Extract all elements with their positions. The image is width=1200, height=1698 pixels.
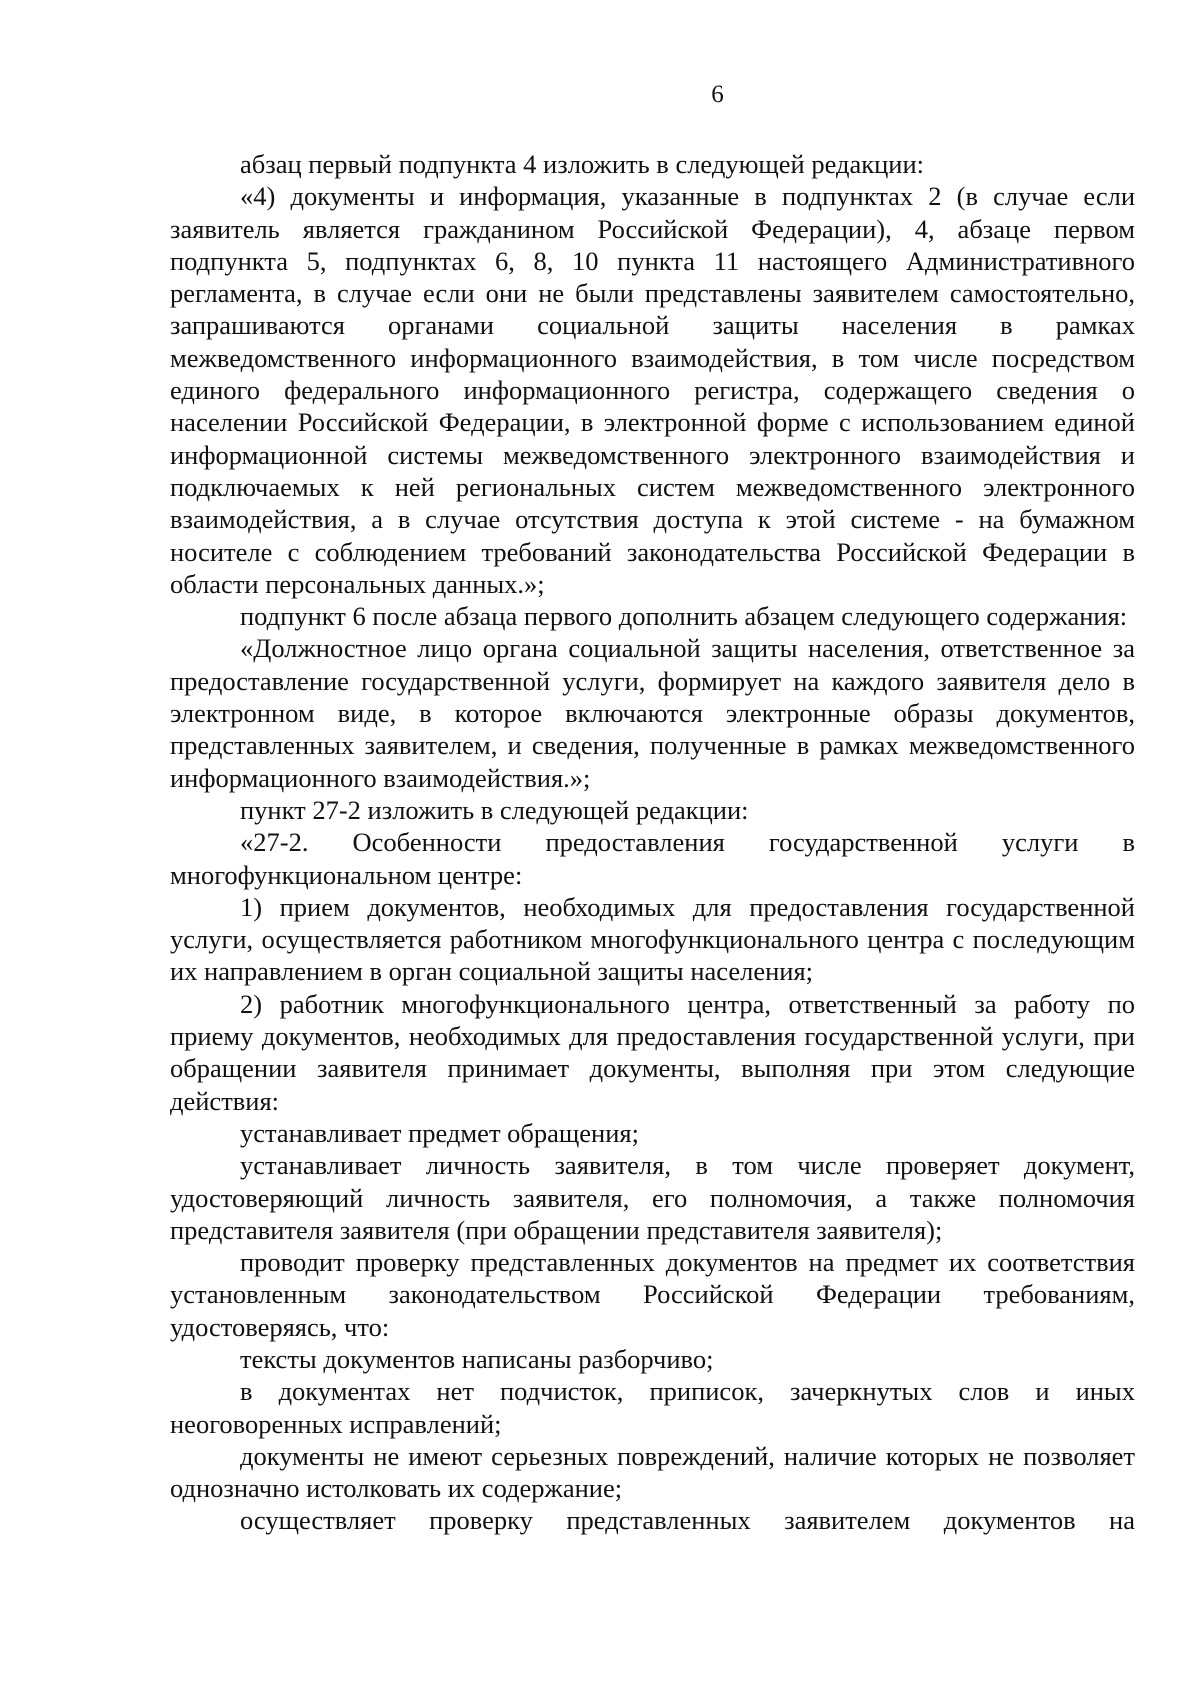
page-number: 6: [711, 81, 724, 108]
paragraph-15: осуществляет проверку представленных заявителем документов на: [240, 1505, 1135, 1536]
paragraph-11: проводит проверку представленных документов на предмет их соответствия установленным законодательством Российской Федерации требованиям, удостоверяясь, что:: [170, 1247, 1135, 1342]
paragraph-7: 1) прием документов, необходимых для предоставления государственной услуги, осуществляется работником многофункционального центра с последующим их направлением в орган социальной защиты населения;: [170, 891, 1135, 987]
paragraph-5: пункт 27-2 изложить в следующей редакции:: [240, 794, 749, 825]
paragraph-8: 2) работник многофункционального центра, ответственный за работу по приему документов, необходимых для предоставления государственной услуги, при обращении заявителя принимает документы, выполняя при этом следующие действия:: [170, 988, 1135, 1116]
paragraph-4: «Должностное лицо органа социальной защиты населения, ответственное за предоставление государственной услуги, формирует на каждого заявителя дело в электронном виде, в которое включаются электронные образы документов, представленных заявителем, и сведения, полученные в рамках межведомственного информационного взаимодействия.»;: [170, 633, 1135, 793]
paragraph-9: устанавливает предмет обращения;: [240, 1117, 639, 1148]
paragraph-6: «27-2. Особенности предоставления государственной услуги в многофункциональном центре:: [170, 827, 1135, 890]
document-body: [170, 148, 1135, 1537]
paragraph-10: устанавливает личность заявителя, в том числе проверяет документ, удостоверяющий личность заявителя, его полномочия, а также полномочия представителя заявителя (при обращении представителя заявителя);: [170, 1150, 1135, 1245]
paragraph-3: подпункт 6 после абзаца первого дополнить абзацем следующего содержания:: [240, 601, 1128, 632]
paragraph-2: «4) документы и информация, указанные в подпунктах 2 (в случае если заявитель является гражданином Российской Федерации), 4, абзаце первом подпункта 5, подпунктах 6, 8, 10 пункта 11 настоящего Административного регламента, в случае если они не были представлены заявителем самостоятельно, запрашиваются органами социальной защиты населения в рамках межведомственного информационного взаимодействия, в том числе посредством единого федерального информационного регистра, содержащего сведения о населении Российской Федерации, в электронной форме с использованием единой информационной системы межведомственного электронного взаимодействия и подключаемых к ней региональных систем межведомственного электронного взаимодействия, а в случае отсутствия доступа к этой системе - на бумажном носителе с соблюдением требований законодательства Российской Федерации в области персональных данных.»;: [170, 181, 1135, 599]
paragraph-14: документы не имеют серьезных повреждений, наличие которых не позволяет однозначно истолковать их содержание;: [170, 1440, 1135, 1504]
paragraph-1: абзац первый подпункта 4 изложить в следующей редакции:: [240, 149, 925, 179]
paragraph-13: в документах нет подчисток, приписок, зачеркнутых слов и иных неоговоренных исправлений;: [170, 1376, 1135, 1439]
paragraph-12: тексты документов написаны разборчиво;: [240, 1343, 714, 1374]
